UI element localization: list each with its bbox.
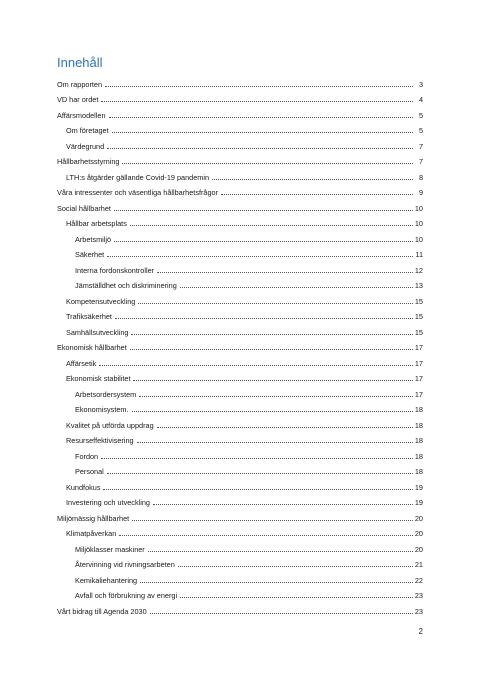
toc-entry-page: 5 [418, 126, 423, 135]
toc-dot-leader [101, 457, 413, 459]
toc-entry[interactable] [57, 275, 423, 291]
toc-entry-label: Arbetsordersystem [75, 389, 137, 399]
toc-entry[interactable] [57, 352, 423, 368]
toc-entry[interactable] [57, 554, 423, 570]
toc-entry-label: Om rapporten [57, 79, 103, 89]
toc-dot-leader [114, 240, 413, 242]
toc-dot-leader [115, 317, 413, 319]
toc-entry-page: 18 [414, 420, 423, 430]
toc-entry-page: 18 [414, 405, 423, 414]
toc-dot-leader [99, 364, 413, 366]
toc-entry[interactable] [57, 430, 423, 446]
toc-entry-label: Investering och utveckling [66, 498, 150, 507]
toc-entry-page: 7 [418, 141, 423, 151]
toc-entry-label: Trafiksäkerhet [66, 312, 112, 321]
toc-entry-label: Miljöklasser maskiner [75, 544, 145, 554]
toc-entry[interactable] [57, 182, 423, 198]
toc-entry[interactable] [57, 445, 423, 461]
toc-entry-label: Hållbar arbetsplats [66, 219, 127, 228]
toc-entry-label: Personal [75, 467, 104, 476]
toc-entry[interactable] [57, 492, 423, 508]
toc-entry[interactable] [57, 523, 423, 539]
toc-dot-leader [122, 162, 413, 164]
toc-entry[interactable] [57, 89, 423, 105]
toc-dot-leader [212, 178, 413, 180]
toc-dot-leader [180, 596, 413, 598]
toc-entry-page: 10 [414, 203, 423, 213]
toc-entry-page: 12 [414, 265, 423, 275]
toc-entry[interactable] [57, 399, 423, 415]
toc-entry[interactable] [57, 228, 423, 244]
toc-entry-label: Värdegrund [66, 141, 105, 151]
toc-entry[interactable] [57, 120, 423, 136]
toc-dot-leader [107, 255, 413, 257]
toc-entry[interactable] [57, 476, 423, 492]
toc-entry-page: 8 [418, 172, 423, 182]
toc-entry-label: Avfall och förbrukning av energi [75, 591, 178, 600]
page-number: 2 [418, 627, 423, 636]
toc-entry[interactable] [57, 259, 423, 275]
toc-entry-page: 19 [414, 498, 423, 507]
toc-dot-leader [132, 519, 413, 521]
toc-entry-page: 17 [414, 374, 423, 383]
toc-dot-leader [130, 224, 413, 226]
toc-dot-leader [133, 379, 412, 381]
toc-entry-label: Affärsmodellen [57, 110, 106, 120]
toc-entry-label: Kvalitet på utförda uppdrag [66, 420, 154, 430]
toc-dot-leader [140, 581, 413, 583]
toc-entry[interactable] [57, 585, 423, 601]
toc-dot-leader [153, 503, 413, 505]
toc-entry-page: 19 [414, 482, 423, 492]
toc-entry[interactable] [57, 290, 423, 306]
toc-entry[interactable] [57, 213, 423, 229]
toc-entry-label: LTH:s åtgärder gällande Covid-19 pandemin [66, 172, 210, 182]
toc-entry-label: Resurseffektivisering [66, 436, 134, 445]
toc-entry-page: 7 [418, 157, 423, 166]
toc-entry[interactable] [57, 135, 423, 151]
toc-dot-leader [112, 131, 413, 133]
toc-entry-label: Jämställdhet och diskriminering [75, 281, 177, 290]
toc-title: Innehåll [57, 55, 103, 70]
toc-entry-label: Våra intressenter och väsentliga hållbarhetsfrågor [57, 188, 219, 197]
toc-entry[interactable] [57, 600, 423, 616]
toc-entry-page: 15 [414, 296, 423, 306]
toc-entry[interactable] [57, 414, 423, 430]
toc-entry-label: Interna fordonskontroller [75, 265, 155, 275]
toc-entry-page: 18 [414, 436, 423, 445]
toc-entry-page: 9 [418, 188, 423, 197]
toc-entry-page: 17 [414, 343, 423, 352]
toc-entry[interactable] [57, 337, 423, 353]
toc-entry[interactable] [57, 197, 423, 213]
toc-entry-page: 23 [414, 591, 423, 600]
toc-dot-leader [157, 426, 413, 428]
toc-entry[interactable] [57, 104, 423, 120]
toc-entry[interactable] [57, 244, 423, 260]
toc-dot-leader [137, 441, 413, 443]
toc-entry[interactable] [57, 507, 423, 523]
toc-dot-leader [105, 85, 413, 87]
toc-dot-leader [180, 286, 413, 288]
toc-entry-label: Arbetsmiljö [75, 234, 112, 244]
toc-entry[interactable] [57, 151, 423, 167]
toc-entry-page: 17 [414, 358, 423, 368]
toc-entry-label: Kemikaliehantering [75, 575, 138, 585]
toc-dot-leader [221, 193, 413, 195]
toc-entry-page: 13 [414, 281, 423, 290]
toc-dot-leader [101, 100, 413, 102]
toc-entry[interactable] [57, 166, 423, 182]
toc-entry-label: Ekonomisystem. [75, 405, 129, 414]
toc-entry-label: Social hållbarhet [57, 203, 111, 213]
toc-entry-label: Hållbarhetsstyrning [57, 157, 120, 166]
toc-dot-leader [103, 488, 412, 490]
toc-entry-page: 5 [418, 110, 423, 120]
toc-entry-page: 18 [414, 467, 423, 476]
toc-entry-label: Affärsetik [66, 358, 97, 368]
toc-entry-page: 3 [418, 79, 423, 89]
toc-entry-page: 15 [414, 327, 423, 337]
toc-dot-leader [139, 395, 413, 397]
toc-entry-label: Säkerhet [75, 250, 105, 259]
toc-dot-leader [107, 147, 413, 149]
toc-dot-leader [178, 565, 413, 567]
toc-entry-page: 22 [414, 575, 423, 585]
toc-dot-leader [119, 534, 413, 536]
toc-entry[interactable] [57, 383, 423, 399]
toc-dot-leader [114, 209, 413, 211]
toc-dot-leader [107, 472, 413, 474]
toc-dot-leader [138, 302, 413, 304]
toc-entry-label: Vårt bidrag till Agenda 2030 [57, 606, 147, 616]
toc-entry-page: 10 [414, 234, 423, 244]
toc-entry[interactable] [57, 73, 423, 89]
toc-entry-page: 21 [414, 560, 423, 569]
toc-entry-page: 20 [414, 513, 423, 523]
toc-entry[interactable] [57, 368, 423, 384]
toc-entry-page: 23 [414, 606, 423, 616]
toc-entry-label: Klimatpåverkan [66, 529, 117, 538]
toc-entry-page: 20 [414, 529, 423, 538]
toc-entry-label: Återvinning vid rivningsarbeten [75, 560, 175, 569]
toc-entry-page: 18 [414, 451, 423, 461]
toc-entry-label: VD har ordet [57, 95, 99, 104]
toc-dot-leader [157, 271, 413, 273]
toc-entry-page: 20 [414, 544, 423, 554]
toc-entry[interactable] [57, 321, 423, 337]
toc-dot-leader [150, 612, 413, 614]
table-of-contents [57, 73, 423, 616]
toc-entry-label: Miljömässig hållbarhet [57, 513, 130, 523]
toc-entry-label: Fordon [75, 451, 99, 461]
toc-dot-leader [148, 550, 413, 552]
toc-entry-page: 10 [414, 219, 423, 228]
toc-entry-page: 15 [414, 312, 423, 321]
toc-entry-label: Kompetensutveckling [66, 296, 136, 306]
toc-entry[interactable] [57, 538, 423, 554]
toc-entry[interactable] [57, 461, 423, 477]
toc-entry-label: Ekonomisk hållbarhet [57, 343, 127, 352]
toc-entry-page: 4 [418, 95, 423, 104]
toc-entry[interactable] [57, 569, 423, 585]
toc-entry-page: 11 [415, 250, 423, 259]
toc-entry-label: Om företaget [66, 126, 109, 135]
toc-entry-page: 17 [414, 389, 423, 399]
toc-entry[interactable] [57, 306, 423, 322]
toc-entry-label: Kundfokus [66, 482, 101, 492]
toc-entry-label: Ekonomisk stabilitet [66, 374, 131, 383]
toc-dot-leader [130, 348, 413, 350]
toc-entry-label: Samhällsutveckling [66, 327, 129, 337]
toc-dot-leader [131, 333, 412, 335]
toc-dot-leader [132, 410, 413, 412]
toc-dot-leader [109, 116, 413, 118]
